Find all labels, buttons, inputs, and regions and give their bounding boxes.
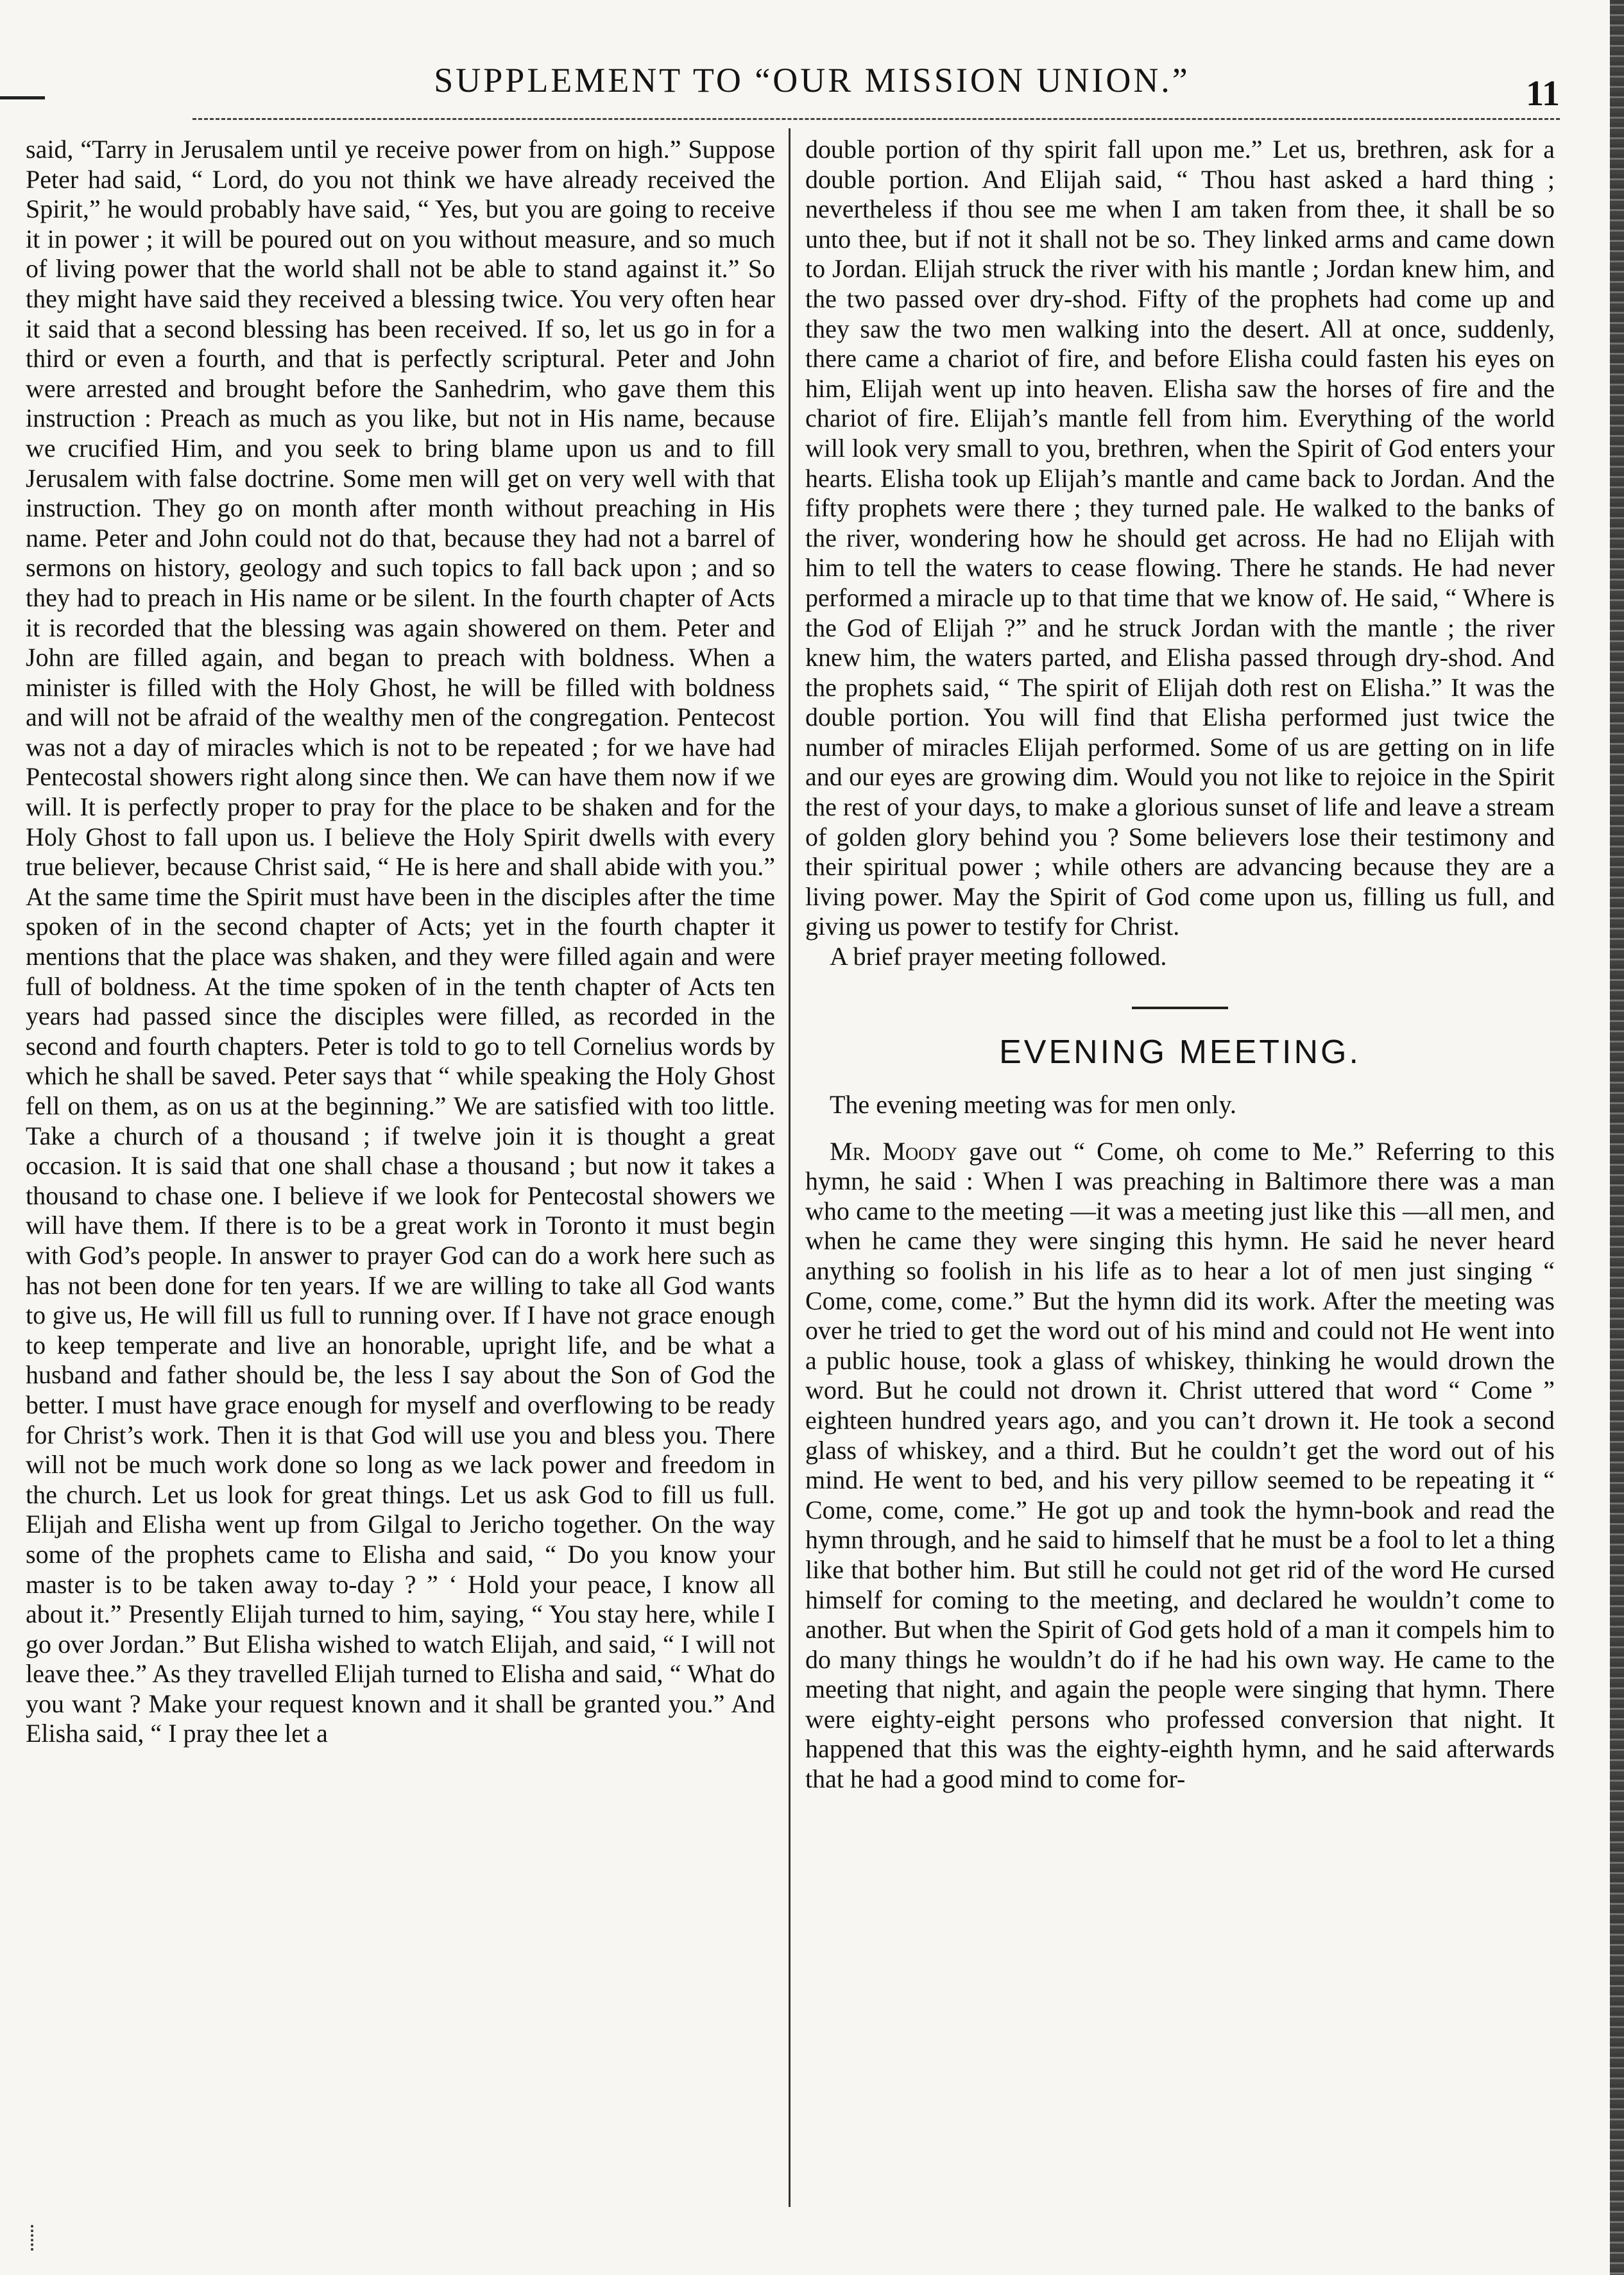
left-column — [26, 135, 775, 2207]
column-divider — [789, 128, 791, 2207]
scan-margin-mark — [31, 2225, 49, 2251]
speaker-name: Mr. Moody — [830, 1136, 957, 1166]
moody-paragraph — [805, 1137, 1555, 1794]
moody-paragraph-text: gave out “ Come, oh come to Me.” Referring to this hymn, he said : When I was preaching in Baltimore there was a man who came to the meeting —it was a meeting just like this —all men, and when he came they were singing this hymn. He said he never heard anything so foolish in his life as to hear a lot of men just singing “ Come, come, come.” But the hymn did its work. After the meeting was over he tried to get the word out of his mind and could not He went into a public house, took a glass of whiskey, thinking he would drown the word. But he could not drown it. Christ uttered that word “ Come ” eighteen hundred years ago, and you can’t drown it. He took a second glass of whiskey, and a third. But he couldn’t get the word out of his mind. He went to bed, and his very pillow seemed to be repeating it “ Come, come, come.” He got up and took the hymn-book and read the hymn through, and he said to himself that he must be a fool to let a thing like that bother him. But still he could not get rid of the word He cursed himself for coming to the meeting, and declared he wouldn’t come to another. But when the Spirit of God gets hold of a man it compels him to do many things he wouldn’t do if he had his own way. He came to the meeting that night, and again the people were singing that hymn. There were eighty-eight persons who professed conversion that night. It happened that this was the eighty-eighth hymn, and he said afterwards that he had a good mind to come for- — [805, 1136, 1555, 1794]
page-number: 11 — [1526, 74, 1560, 114]
section-heading: EVENING MEETING. — [999, 1033, 1361, 1071]
scan-edge-strip — [1610, 0, 1624, 2275]
evening-meeting-intro: The evening meeting was for men only. — [830, 1090, 1236, 1120]
right-column-paragraph: double portion of thy spirit fall upon me.” Let us, brethren, ask for a double portion. And Elijah said, “ Thou hast asked a hard thing ; nevertheless if thou see me when I am taken from thee, it shall be so unto thee, but if not it shall not be so. They linked arms and came down to Jordan. Elijah struck the river with his mantle ; Jordan knew him, and the two passed over dry-shod. Fifty of the prophets had come up and they saw the two men walking into the desert. All at once, suddenly, there came a chariot of fire, and before Elisha could fasten his eyes on him, Elijah went up into heaven. Elisha saw the horses of fire and the chariot of fire. Elijah’s mantle fell from him. Everything of the world will look very small to you, brethren, when the Spirit of God enters your hearts. Elisha took up Elijah’s mantle and came back to Jordan. And the fifty prophets were there ; they turned pale. He walked to the banks of the river, wondering how he should get across. He had no Elijah with him to tell the waters to cease flowing. There he stands. He had never performed a miracle up to that time that we know of. He said, “ Where is the God of Elijah ?” and he struck Jordan with the mantle ; the river knew him, the waters parted, and Elisha passed through dry-shod. And the prophets said, “ The spirit of Elijah doth rest on Elisha.” It was the double portion. You will find that Elisha performed just twice the number of miracles Elijah performed. Some of us are getting on in life and our eyes are growing dim. Would you not like to rejoice in the Spirit the rest of your days, to make a glorious sunset of life and leave a stream of golden glory behind you ? Some believers lose their testimony and their spiritual power ; while others are advancing because they are a living power. May the Spirit of God come upon us, filling us full, and giving us power to testify for Christ. — [805, 135, 1555, 941]
header-underline — [192, 118, 1560, 120]
right-column — [805, 135, 1555, 2207]
left-column-paragraph: said, “Tarry in Jerusalem until ye receive power from on high.” Suppose Peter had said, “ Lord, do you not think we have already received the Spirit,” he would probably have said, “ Yes, but you are going to receive it in power ; it will be poured out on you without measure, and so much of living power that the world shall not be able to stand against it.” So they might have said they received a blessing twice. You very often hear it said that a second blessing has been received. If so, let us go in for a third or even a fourth, and that is perfectly scriptural. Peter and John were arrested and brought before the Sanhedrim, who gave them this instruction : Preach as much as you like, but not in His name, because we crucified Him, and you seek to bring blame upon us and to fill Jerusalem with false doctrine. Some men will get on very well with that instruction. They go on month after month without preaching in His name. Peter and John could not do that, because they had not a barrel of sermons on history, geology and such topics to fall back upon ; and so they had to preach in His name or be silent. In the fourth chapter of Acts it is recorded that the blessing was again showered on them. Peter and John are filled again, and began to preach with boldness. When a minister is filled with the Holy Ghost, he will be filled with boldness and will not be afraid of the wealthy men of the congregation. Pentecost was not a day of miracles which is not to be repeated ; for we have had Pentecostal showers right along since then. We can have them now if we will. It is perfectly proper to pray for the place to be shaken and for the Holy Ghost to fall upon us. I believe the Holy Spirit dwells with every true believer, because Christ said, “ He is here and shall abide with you.” At the same time the Spirit must have been in the disciples after the time spoken of in the second chapter of Acts; yet in the fourth chapter it mentions that the place was shaken, and they were filled again and were full of boldness. At the time spoken of in the tenth chapter of Acts ten years had passed since the disciples were filled, as recorded in the second and fourth chapters. Peter is told to go to tell Cornelius words by which he shall be saved. Peter says that “ while speaking the Holy Ghost fell on them, as on us at the beginning.” We are satisfied with too little. Take a church of a thousand ; if twelve join it is thought a great occasion. It is said that one shall chase a thousand ; but now it takes a thousand to chase one. I believe if we look for Pentecostal showers we will have them. If there is to be a great work in Toronto it must begin with God’s people. In answer to prayer God can do a work here such as has not been done for ten years. If we are willing to take all God wants to give us, He will fill us full to running over. If I have not grace enough to keep temperate and live an honorable, upright life, and be what a husband and father should be, the less I say about the Son of God the better. I must have grace enough for myself and overflowing to be ready for Christ’s work. Then it is that God will use you and bless you. There will not be much work done so long as we lack power and freedom in the church. Let us look for great things. Let us ask God to fill us full. Elijah and Elisha went up from Gilgal to Jericho together. On the way some of the prophets came to Elisha and said, “ Do you know your master is to be taken away to-day ? ” ‘ Hold your peace, I know all about it.” Presently Elijah turned to him, saying, “ You stay here, while I go over Jordan.” But Elisha wished to watch Elijah, and said, “ I will not leave thee.” As they travelled Elijah turned to Elisha and said, “ What do you want ? Make your request known and it shall be granted you.” And Elisha said, “ I pray thee let a — [26, 135, 775, 1748]
running-head: SUPPLEMENT TO “OUR MISSION UNION.” — [434, 61, 1190, 99]
section-rule — [1132, 1007, 1228, 1009]
prayer-meeting-note: A brief prayer meeting followed. — [830, 942, 1167, 971]
